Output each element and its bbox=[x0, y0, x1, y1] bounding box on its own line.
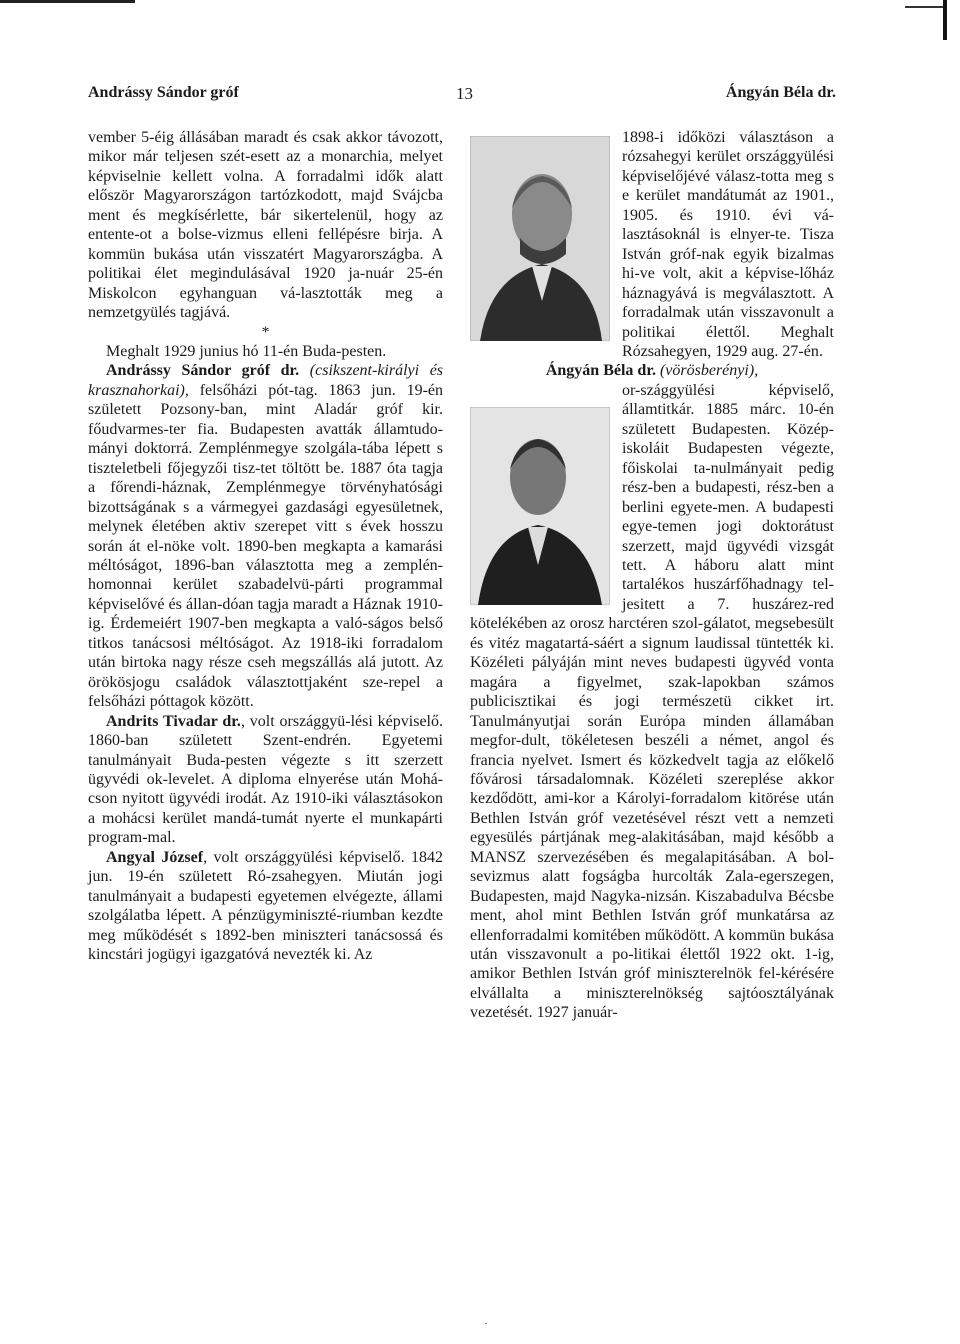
entry-angyal-jozsef bbox=[88, 848, 443, 965]
page-footer-mark: · bbox=[484, 1316, 488, 1330]
entry-text: , volt országgyülési képviselő. 1842 jun. 19-én született Ró-zsahegyen. Miután jogi tanulmányait a budapesti egyetemen elvégezte, állami szolgálatba lépett. A pénzügyminiszté-riumban kezdte meg működését s 1892-ben miniszteri tanácsossá és kincstári jogügyi igazgatóvá nevezték ki. Az bbox=[88, 848, 444, 964]
running-head-right: Ángyán Béla dr. bbox=[725, 84, 836, 101]
entry-name: Angyal József bbox=[106, 848, 204, 866]
paragraph: Meghalt 1929 junius hó 11-én Buda-pesten. bbox=[106, 342, 387, 360]
right-column bbox=[470, 128, 834, 1023]
paragraph: vember 5-éig állásában maradt és csak akkor távozott, mikor már teljesen szét-esett az a monarchia, melyet képviselnie kellett volna. A forradalmi idők alatt először Magyarországon tartózkodott, majd Svájcba ment és megkísérlette, bár sikertelenül, hogy az entente-ot a bolse-vizmus elleni fellépésre birja. A kommün bukása után visszatért Magyarországba. A politikai élet megindulásával 1920 ja-nuár 25-én Miskolcon egyhanguan vá-lasztották meg a nemzetgyülés tagjává. bbox=[88, 129, 443, 322]
entry-name: Andrássy Sándor gróf dr. bbox=[106, 362, 300, 380]
entry-andrassy-sandor bbox=[88, 361, 443, 711]
entry-text: , volt országgyü-lési képviselő. 1860-ban született Szent-endrén. Egyetemi tanulmányait Buda-pesten végezte s itt szerzett ügyvédi ok-levelet. A diploma elnyerése után Mohá-cson nyitott ügyvédi irodát. Az 1910-iki választásokon a mohácsi kerület mandá-tumát nyerte el munkapárti program-mal. bbox=[88, 712, 444, 847]
entry-heading-angyan bbox=[470, 361, 834, 380]
entry-origin: (vörösberényi), bbox=[659, 362, 759, 380]
separator-mark: * bbox=[261, 323, 270, 341]
paragraph: 1898-i időközi választáson a rózsahegyi kerület országgyülési képviselőjévé válasz-totta meg s e kerület mandátumát az 1901., 1905. és 1910. évi vá-lasztásoknál is elnyer-te. Tisza István gróf-nak egyik bizalmas hi-ve volt, akit a képvise-lőház háznagyává is megválasztott. A forradalmak után visszavonult a politikai élettől. Meghalt Rózsahegyen, 1929 aug. 27-én. bbox=[622, 129, 834, 360]
entry-name: Ángyán Béla dr. bbox=[545, 362, 656, 380]
scan-artifact-bar bbox=[943, 0, 947, 40]
scan-artifact-corner bbox=[905, 6, 945, 8]
running-head-left: Andrássy Sándor gróf bbox=[88, 84, 239, 101]
page-number: 13 bbox=[456, 84, 473, 103]
entry-text: felsőházi pót-tag. 1863 jun. 19-én született Pozsony-ban, mint Aladár gróf kir. főudvarmes-ter fia. Budapesten avatták államtudo-mányi doktorrá. Zemplénmegye szolgála-tába lépett s tiszteletbeli főjegyzői tisz-tet töltött be. 1887 óta tagja a főrendi-háznak, Zemplénmegye törvényhatósági bizottságának s a vármegyei gazdasági egyesületnek, melynek életében aktiv szerepet vitt s évek hosszu során át el-nöke volt. 1890-ben megkapta a kamarási méltóságot, 1896-ban választotta meg a zemplén-homonnai kerület szabadelvü-párti programmal képviselővé és állan-dóan tagja maradt a Háznak 1910-ig. Érdemeiért 1907-ben megkapta a való-ságos belső titkos tanácsosi méltóságot. Az 1918-iki forradalom után birtoka nagy része cseh megszállás alá jutott. Az örökösjogu családok választottjaként sze-repel a felsőházi póttagok között. bbox=[88, 381, 443, 711]
entry-text: or-szággyülési képviselő, államtitkár. 1885 márc. 10-én született Budapesten. Közép-iskoláit Budapesten végezte, főiskolai ta-nulmányait pedig rész-ben a budapesti, rész-ben a berlini egyete-men. A budapesti egye-temen jogi doktorátust szerzett, majd ügyvédi vizsgát tett. A háboru alatt mint tartalékos huszárfőhadnagy tel-jesitett a 7. huszárez-red kötelékében az orosz harctéren szol-gálatot, megsebesült és vitéz magatartá-sáért a signum laudissal tüntették ki. Közéleti pályáján mint neves budapesti ügyvéd vonta magára a figyelmet, szak-lapokban számos publicisztikai és jogi természetü cikket irt. Tanulmányutjai során Európa minden államában megfor-dult, tökéletesen beszéli a német, angol és francia nyelvet. Ismert és közkedvelt tagja az előkelő fővárosi társadalomnak. Közéleti szereplése akkor kezdődött, ami-kor a Károlyi-forradalom kitörése után Bethlen István gróf vezetésével részt vett a nemzeti egyesülés pártjának meg-alakitásában, majd később a MANSZ szervezésében és megalapitásában. A bol-sevizmus alatt fogságba hurcolták Zala-egerszegen, Budapesten, majd Nagyka-nizsán. Kiszabadulva Bécsbe ment, ahol mint Bethlen István gróf munkatársa az ellenforradalmi komitében működött. A kommün bukása után visszavonult a po-litikai élettől 1922 okt. 1-ig, amikor Bethlen István gróf miniszterelnök fel-kérésére elvállalta a miniszterelnökség sajtóosztályának vezetését. 1927 január- bbox=[470, 381, 834, 1022]
left-column bbox=[88, 128, 443, 964]
entry-name: Andrits Tivadar dr. bbox=[106, 712, 241, 730]
scan-artifact-line bbox=[0, 0, 135, 3]
portrait-photo-angyal bbox=[470, 136, 610, 349]
portrait-photo-angyan bbox=[470, 395, 610, 603]
entry-origin: (csikszent-királyi és krasznahorkai), bbox=[88, 362, 444, 399]
entry-andrits-tivadar bbox=[88, 712, 443, 848]
running-header bbox=[88, 84, 836, 106]
